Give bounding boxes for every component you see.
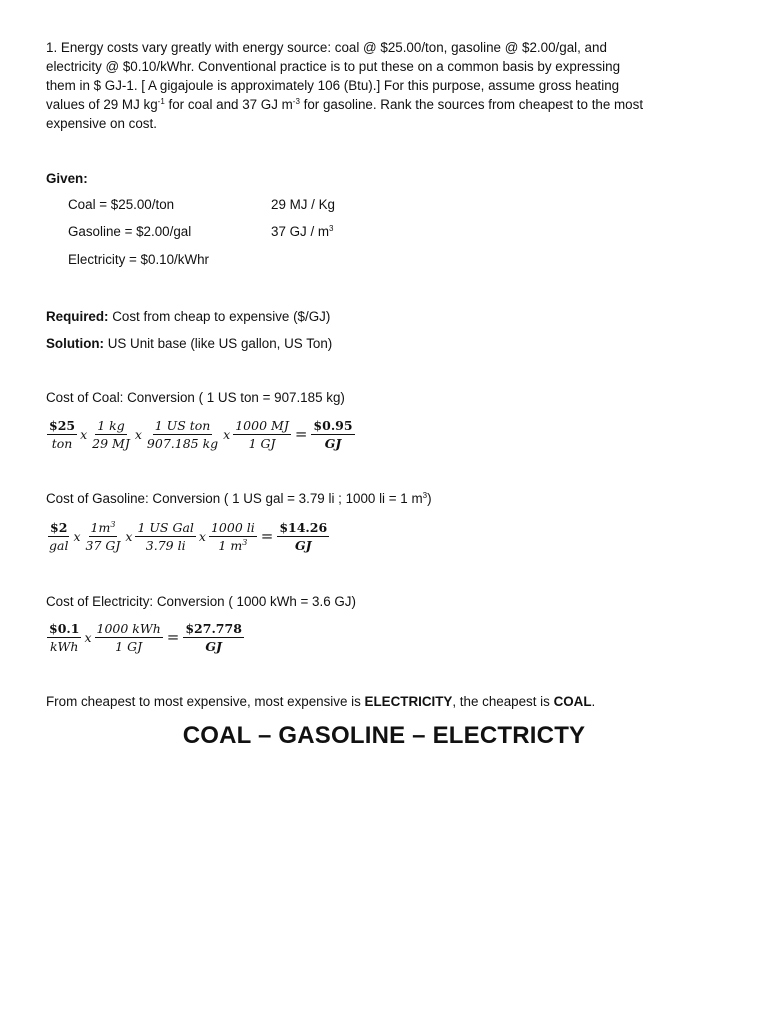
- conclusion-text: .: [591, 694, 596, 709]
- value-text: 37 GJ / m: [271, 224, 330, 239]
- heading-text: ): [427, 491, 432, 506]
- denominator: GJ: [324, 435, 342, 451]
- numerator: 1000 li: [210, 519, 255, 535]
- numerator: $25: [49, 417, 76, 433]
- denominator: 29 MJ: [92, 435, 130, 451]
- superscript: -1: [157, 97, 165, 106]
- electricity-heading: Cost of Electricity: Conversion ( 1000 kWh = 3.6 GJ): [46, 594, 356, 609]
- given-gasoline-value: [271, 224, 334, 239]
- numerator: $0.1: [49, 620, 80, 636]
- denominator: 907.185 kg: [146, 435, 219, 451]
- numerator: 1 US ton: [154, 417, 211, 433]
- numerator: 1000 kWh: [96, 620, 161, 636]
- problem-statement: [46, 38, 721, 133]
- fraction: [47, 519, 70, 554]
- result-fraction: [311, 417, 354, 452]
- conclusion-sentence: [46, 692, 595, 711]
- required-text: Cost from cheap to expensive ($/GJ): [108, 309, 331, 324]
- given-electricity: Electricity = $0.10/kWhr: [68, 252, 210, 267]
- solution-line: [46, 334, 332, 353]
- conclusion-text: , the cheapest is: [452, 694, 554, 709]
- fraction: [84, 519, 123, 554]
- multiply-operator: x: [73, 528, 81, 544]
- required-label: Required:: [46, 309, 109, 324]
- superscript: 3: [422, 491, 428, 500]
- denominator: 3.79 li: [145, 537, 186, 553]
- denominator: GJ: [205, 638, 222, 654]
- conclusion-highlight: COAL: [553, 694, 592, 709]
- numerator: 1000 MJ: [235, 417, 289, 433]
- coal-equation: [46, 412, 356, 456]
- superscript: 3: [110, 519, 116, 529]
- required-line: [46, 307, 330, 326]
- superscript: 3: [329, 224, 334, 233]
- given-coal: Coal = $25.00/ton: [68, 197, 175, 212]
- coal-heading: Cost of Coal: Conversion ( 1 US ton = 907.185 kg): [46, 390, 345, 405]
- multiply-operator: x: [134, 426, 142, 442]
- multiply-operator: x: [198, 528, 206, 544]
- problem-line: 1. Energy costs vary greatly with energy source: coal @ $25.00/ton, gasoline @ $2.00/gal, and: [46, 40, 607, 55]
- fraction: [145, 417, 220, 452]
- multiply-operator: x: [223, 426, 231, 442]
- numerator: $14.26: [279, 519, 328, 535]
- denominator: 1 GJ: [115, 638, 143, 654]
- multiply-operator: x: [125, 528, 133, 544]
- equals-sign: =: [166, 628, 180, 646]
- given-coal-value: 29 MJ / Kg: [271, 197, 336, 212]
- equals-sign: =: [294, 425, 308, 443]
- given-gasoline: Gasoline = $2.00/gal: [68, 224, 192, 239]
- electricity-equation: [46, 615, 245, 659]
- solution-text: US Unit base (like US gallon, US Ton): [104, 336, 333, 351]
- fraction: [47, 620, 81, 655]
- fraction: [47, 417, 77, 452]
- given-heading: [46, 169, 88, 188]
- multiply-operator: x: [80, 426, 88, 442]
- problem-text: for coal and 37 GJ m: [164, 97, 293, 112]
- numerator: [89, 519, 118, 537]
- problem-line: expensive on cost.: [46, 116, 157, 131]
- fraction: [233, 417, 291, 452]
- problem-text: values of 29 MJ kg: [46, 97, 158, 112]
- numerator: 1 kg: [97, 417, 125, 433]
- numerator: $2: [50, 519, 68, 535]
- fraction: [135, 519, 195, 554]
- conclusion-text: From cheapest to most expensive, most expensive is: [46, 694, 365, 709]
- problem-text: for gasoline. Rank the sources from cheapest to the most: [299, 97, 644, 112]
- numerator: $0.95: [313, 417, 353, 433]
- result-fraction: [183, 620, 244, 655]
- given-label: Given:: [46, 171, 88, 186]
- fraction: [90, 417, 132, 452]
- denominator: kWh: [49, 638, 79, 654]
- heading-text: Cost of Gasoline: Conversion ( 1 US gal = 3.79 li ; 1000 li = 1 m: [46, 491, 423, 506]
- numerator-text: 1m: [90, 519, 111, 535]
- denominator: 1 GJ: [248, 435, 276, 451]
- superscript: -3: [292, 97, 300, 106]
- conclusion-highlight: ELECTRICITY: [364, 694, 453, 709]
- fraction: [209, 519, 257, 554]
- numerator: 1 US Gal: [137, 519, 194, 535]
- problem-line: them in $ GJ-1. [ A gigajoule is approximately 106 (Btu).] For this purpose, assume gross heating: [46, 78, 620, 93]
- equals-sign: =: [260, 527, 274, 545]
- denominator-text: 1 m: [218, 537, 243, 553]
- problem-line: [46, 95, 721, 114]
- gasoline-equation: [46, 514, 330, 558]
- ranking-heading: COAL – GASOLINE – ELECTRICTY: [182, 722, 586, 749]
- numerator: $27.778: [185, 620, 242, 636]
- denominator: GJ: [294, 537, 312, 553]
- multiply-operator: x: [84, 629, 92, 645]
- result-fraction: [277, 519, 329, 554]
- denominator: [216, 537, 249, 554]
- denominator: 37 GJ: [85, 537, 121, 553]
- problem-line: electricity @ $0.10/kWhr. Conventional practice is to put these on a common basis by expressing: [46, 59, 621, 74]
- fraction: [95, 620, 163, 655]
- denominator: gal: [49, 537, 69, 553]
- denominator: ton: [51, 435, 73, 451]
- gasoline-heading: [46, 489, 432, 508]
- superscript: 3: [242, 537, 248, 547]
- solution-label: Solution:: [46, 336, 105, 351]
